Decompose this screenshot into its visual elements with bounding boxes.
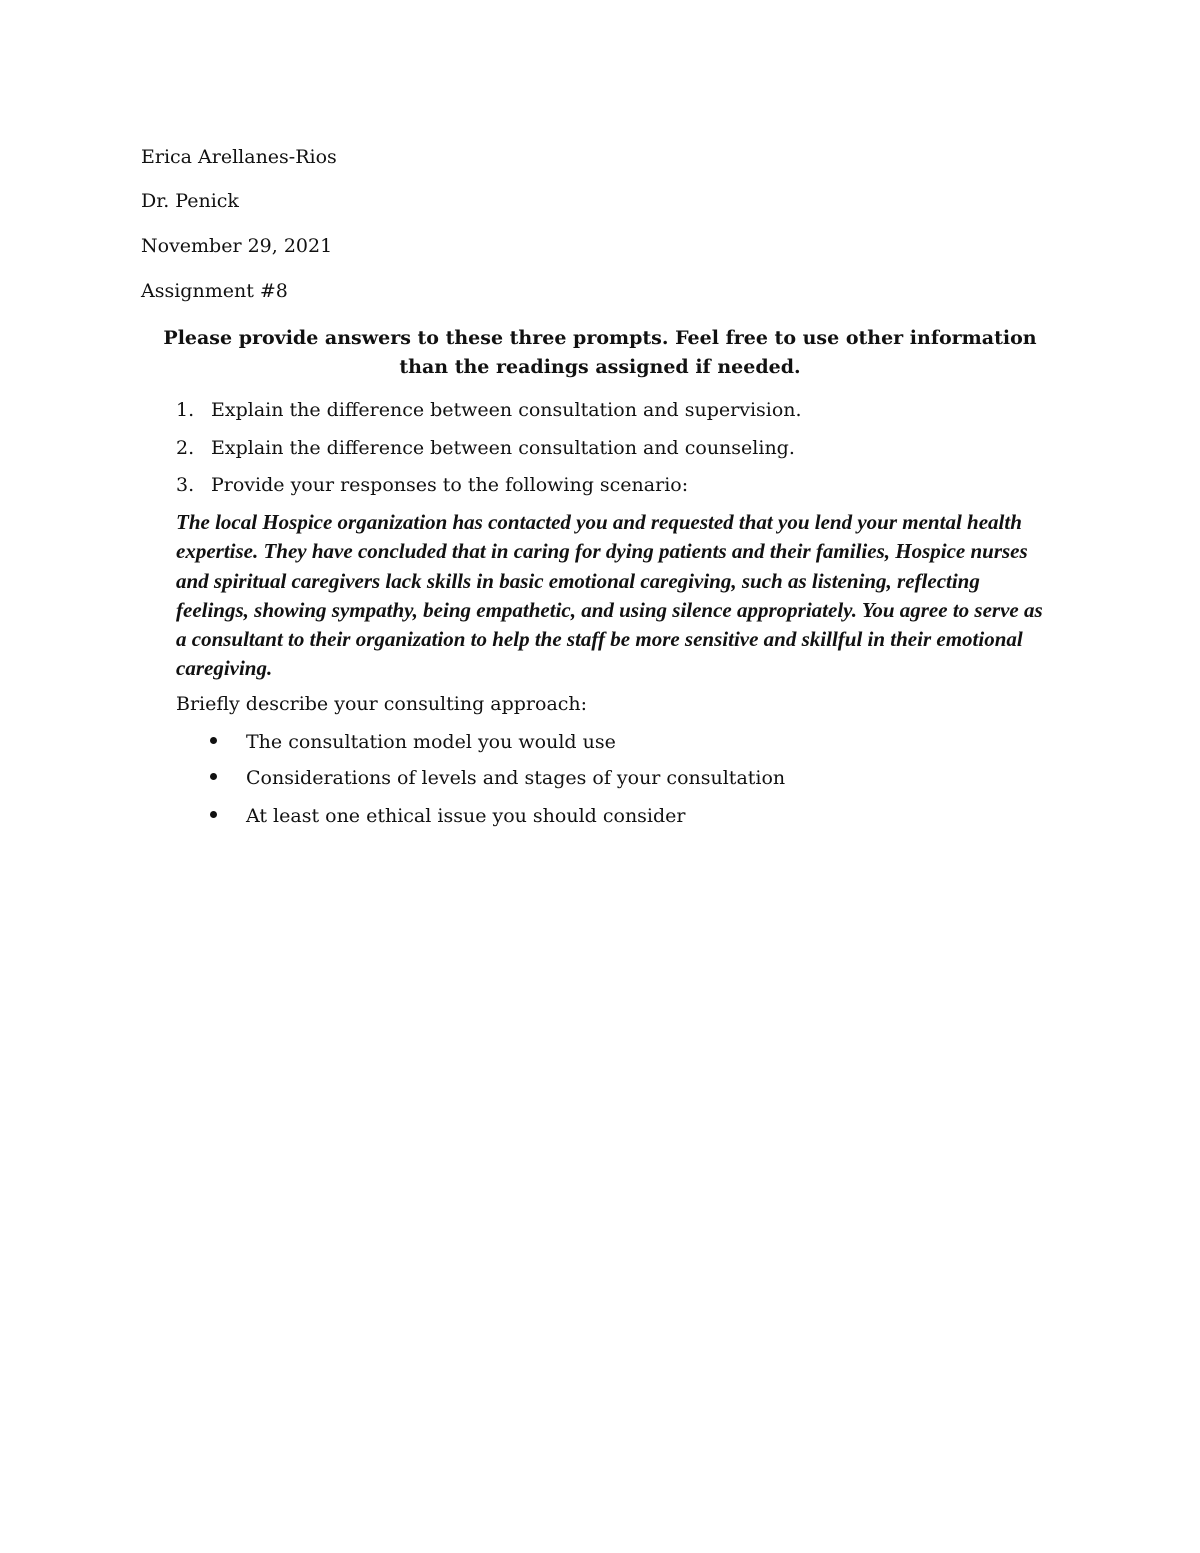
assignment-title: Assignment #8 bbox=[141, 280, 288, 302]
bullet-icon bbox=[210, 773, 217, 780]
numbered-item bbox=[176, 473, 688, 497]
scenario-text: The local Hospice organization has contacted you and requested that you lend your mental health expertise. They have concluded that in caring for dying patients and their families, Hospice nurses and spiritual caregivers lack skills in basic emotional caregiving, such as listening, reflecting feelings, showing sympathy, being empathetic, and using silence appropriately. You agree to serve as a consultant to their organization to help the staff be more sensitive and skillful in their emotional caregiving. bbox=[176, 510, 1043, 681]
bullet-list-item bbox=[210, 804, 686, 828]
item-text: Explain the difference between consultation and counseling. bbox=[211, 437, 795, 459]
bullet-text: The consultation model you would use bbox=[246, 731, 616, 753]
item-number: 1. bbox=[176, 399, 195, 421]
item-number: 2. bbox=[176, 437, 195, 459]
bullet-icon bbox=[210, 811, 217, 818]
bullet-list-item bbox=[210, 730, 616, 754]
document-date: November 29, 2021 bbox=[141, 235, 333, 257]
student-name: Erica Arellanes-Rios bbox=[141, 146, 337, 168]
numbered-item bbox=[176, 398, 802, 422]
numbered-item bbox=[176, 436, 795, 460]
item-text: Explain the difference between consultation and supervision. bbox=[211, 399, 802, 421]
item-text: Provide your responses to the following scenario: bbox=[211, 474, 689, 496]
bullet-list-item bbox=[210, 766, 785, 790]
prompt-heading: Please provide answers to these three prompts. Feel free to use other information than the readings assigned if needed. bbox=[163, 327, 1037, 378]
bullet-text: At least one ethical issue you should consider bbox=[246, 805, 686, 827]
bullet-icon bbox=[210, 737, 217, 744]
item-number: 3. bbox=[176, 474, 195, 496]
approach-intro: Briefly describe your consulting approach: bbox=[176, 693, 588, 715]
instructor-name: Dr. Penick bbox=[141, 190, 239, 212]
bullet-text: Considerations of levels and stages of your consultation bbox=[246, 767, 786, 789]
